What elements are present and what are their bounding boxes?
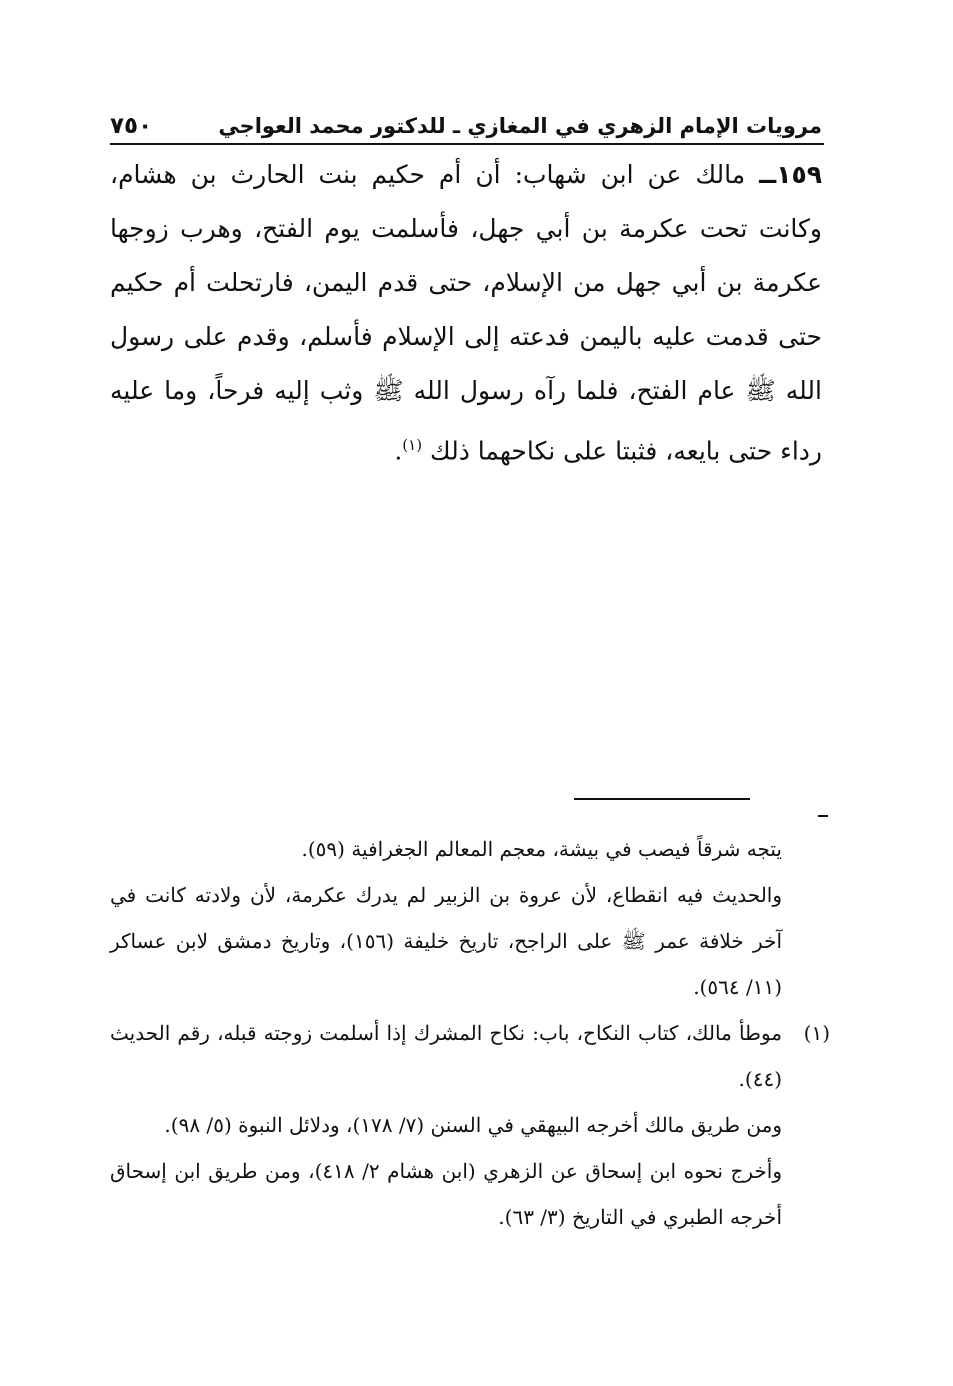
footnote-1-paragraph: موطأ مالك، كتاب النكاح، باب: نكاح المشرك إذا أسلمت زوجته قبله، رقم الحديث (٤٤). — [110, 1021, 782, 1091]
running-header — [110, 100, 822, 140]
footnotes-section — [110, 826, 830, 1240]
footnote-reference: (١) — [402, 436, 423, 454]
footnote-1-paragraph: ومن طريق مالك أخرجه البيهقي في السنن (٧/ ١٧٨)، ودلائل النبوة (٥/ ٩٨). — [164, 1113, 782, 1137]
footnote-continuation-paragraph: والحديث فيه انقطاع، لأن عروة بن الزبير لم يدرك عكرمة، لأن ولادته كانت في آخر خلافة عمر ﷺ على الراجح، تاريخ خليفة (١٥٦)، وتاريخ دمشق لابن عساكر (١١/ ٥٦٤). — [110, 883, 782, 999]
hadith-number: ١٥٩ — [776, 160, 822, 189]
hadith-end: . — [394, 436, 403, 466]
hadith-text: مالك عن ابن شهاب: أن أم حكيم بنت الحارث بن هشام، وكانت تحت عكرمة بن أبي جهل، فأسلمت يوم الفتح، وهرب زوجها عكرمة بن أبي جهل من الإسلام، حتى قدم اليمن، فارتحلت أم حكيم حتى قدمت عليه باليمن فدعته إلى الإسلام فأسلم، وقدم على رسول الله ﷺ عام الفتح، فلما رآه رسول الله ﷺ وثب إليه فرحاً، وما عليه رداء حتى بايعه، فثبتا على نكاحهما ذلك — [110, 160, 822, 466]
page-number: ٧٥٠ — [110, 113, 153, 139]
footnote-1 — [110, 1010, 830, 1240]
hadith-dash: ــ — [759, 160, 777, 189]
footnote-continuation-line: يتجه شرقاً فيصب في بيشة، معجم المعالم الجغرافية (٥٩). — [301, 837, 782, 861]
footnote-separator — [574, 798, 750, 800]
running-title: مرويات الإمام الزهري في المغازي ـ للدكتور محمد العواجي — [218, 114, 822, 138]
hadith-paragraph — [110, 148, 822, 478]
footnote-1-paragraph: وأخرج نحوه ابن إسحاق عن الزهري (ابن هشام ٢/ ٤١٨)، ومن طريق ابن إسحاق أخرجه الطبري في التاريخ (٣/ ٦٣). — [110, 1159, 782, 1229]
footnote-separator-mark — [818, 815, 828, 817]
footnote-1-number: (١) — [803, 1021, 830, 1045]
header-rule — [110, 143, 824, 145]
